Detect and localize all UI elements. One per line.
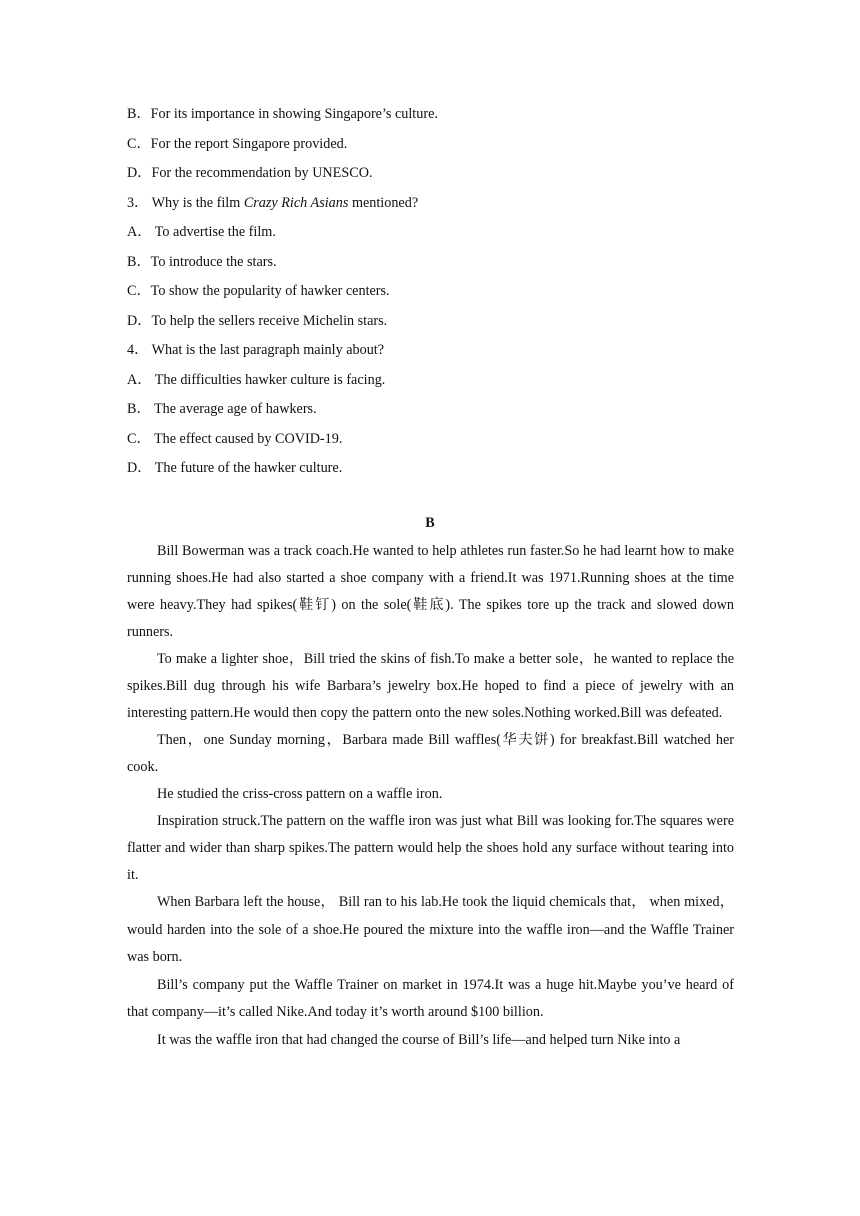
option-b: B．For its importance in showing Singapore’s culture. xyxy=(127,106,438,122)
question-options xyxy=(127,104,737,488)
q4-option-c: C． The effect caused by COVID-19. xyxy=(127,430,343,447)
paragraph-5: Inspiration struck.The pattern on the waffle iron was just what Bill was looking for.The squares were flatter and wider than sharp spikes.The pattern would help the shoes hold any surface without tearing into it. xyxy=(127,813,734,883)
q3-option-c: C．To show the popularity of hawker centers. xyxy=(127,283,390,299)
paragraph-4: He studied the criss-cross pattern on a waffle iron. xyxy=(157,786,443,802)
section-heading: B xyxy=(425,515,435,531)
q3-option-a: A． To advertise the film. xyxy=(127,224,276,240)
question-3: 3． Why is the film Crazy Rich Asians mentioned? xyxy=(127,194,419,211)
q3-option-d: D．To help the sellers receive Michelin stars. xyxy=(127,312,388,329)
q4-option-d: D． The future of the hawker culture. xyxy=(127,460,343,476)
q4-option-a: A． The difficulties hawker culture is facing. xyxy=(127,371,386,388)
paragraph-7: Bill’s company put the Waffle Trainer on market in 1974.It was a huge hit.Maybe you’ve heard of that company—it’s called Nike.And today it’s worth around $100 billion. xyxy=(127,976,734,1020)
paragraph-3: Then，one Sunday morning，Barbara made Bill waffles(华夫饼) for breakfast.Bill watched her cook. xyxy=(127,732,734,775)
q4-option-b: B． The average age of hawkers. xyxy=(127,401,317,417)
paragraph-1: Bill Bowerman was a track coach.He wanted to help athletes run faster.So he had learnt how to make running shoes.He had also started a shoe company with a friend.It was 1971.Running shoes at the time were heavy.They had spikes(鞋钉) on the sole(鞋底). The spikes tore up the track and slowed down runners. xyxy=(127,543,734,640)
option-d: D．For the recommendation by UNESCO. xyxy=(127,165,373,181)
question-4: 4． What is the last paragraph mainly about? xyxy=(127,342,385,358)
film-title: Crazy Rich Asians xyxy=(243,194,349,211)
paragraph-2: To make a lighter shoe，Bill tried the skins of fish.To make a better sole，he wanted to replace the spikes.Bill dug through his wife Barbara’s jewelry box.He hoped to find a piece of jewelry with an interesting pattern.He would then copy the pattern onto the new soles.Nothing worked.Bill was defeated. xyxy=(127,651,734,721)
reading-passage xyxy=(127,538,734,1054)
option-c: C．For the report Singapore provided. xyxy=(127,135,348,152)
paragraph-6: When Barbara left the house， Bill ran to his lab.He took the liquid chemicals that， when mixed，would harden into the sole of a shoe.He poured the mixture into the waffle iron—and the Waffle Trainer was born. xyxy=(127,894,734,965)
paragraph-8: It was the waffle iron that had changed the course of Bill’s life—and helped turn Nike into a xyxy=(157,1031,681,1048)
q3-option-b: B．To introduce the stars. xyxy=(127,253,277,270)
